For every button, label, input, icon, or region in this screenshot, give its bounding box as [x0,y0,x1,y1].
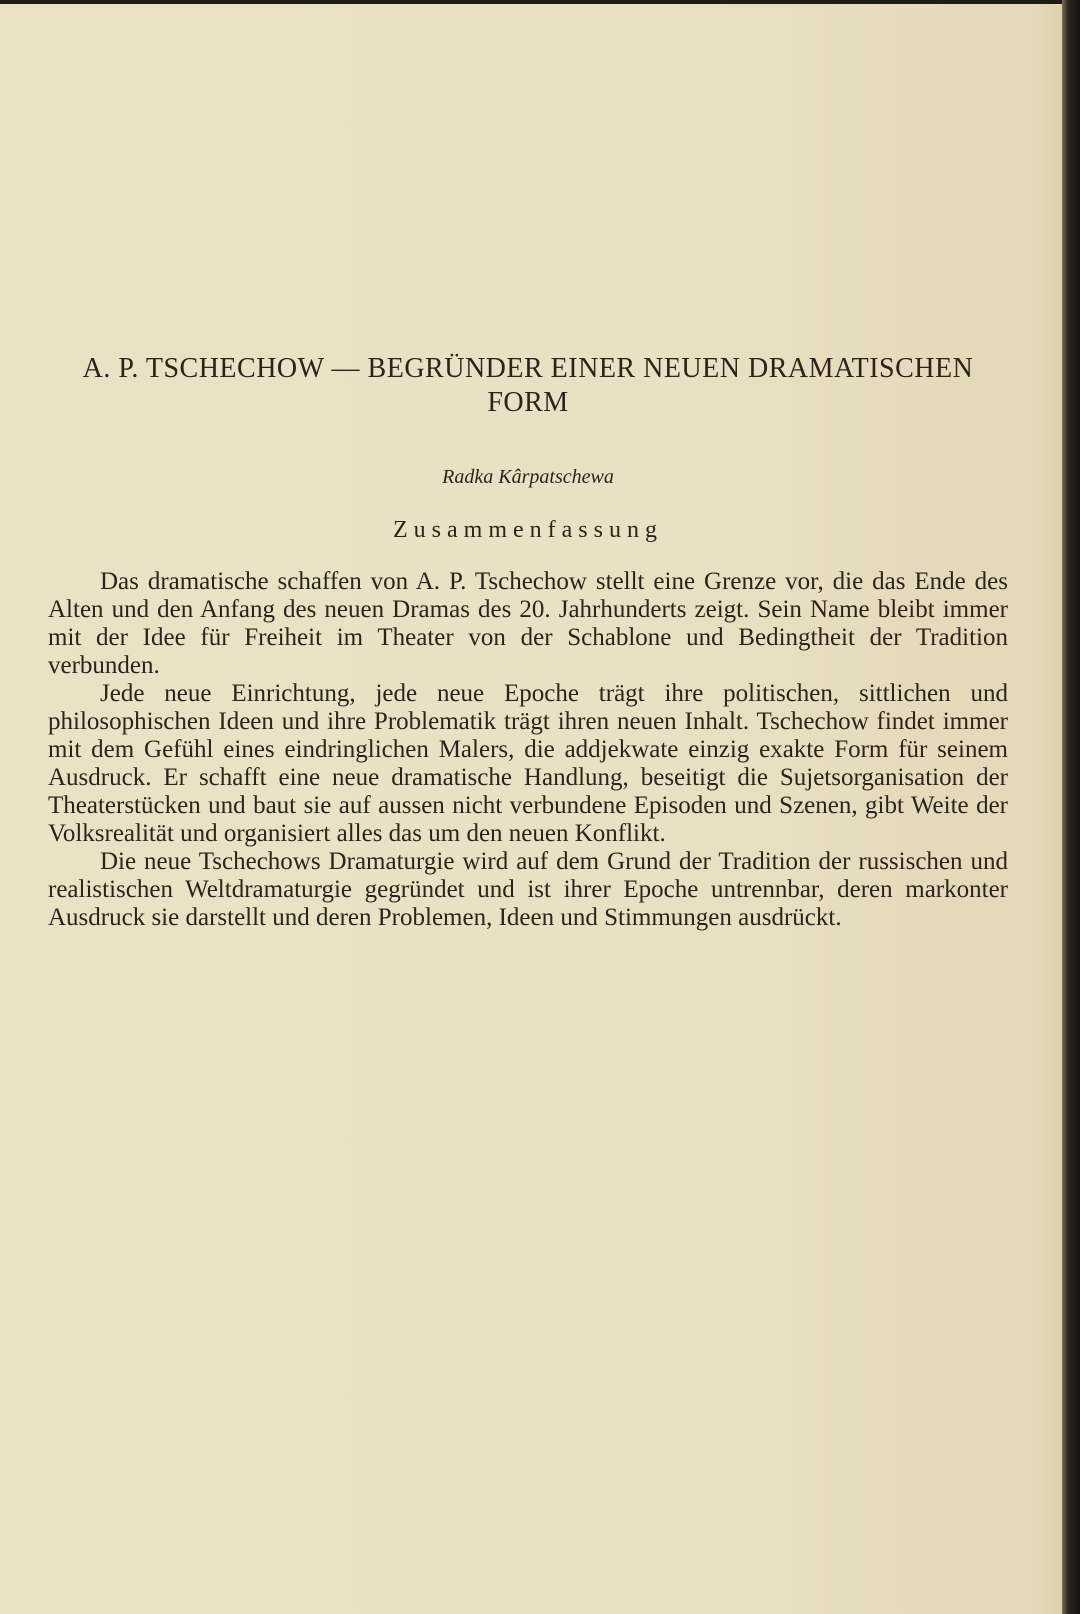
abstract-paragraph-1: Das dramatische schaffen von A. P. Tschechow stellt eine Grenze vor, die das Ende des Alten und den Anfang des neuen Dramas des 20. Jahrhunderts zeigt. Sein Name bleibt immer mit der Idee für Freiheit im Theater von der Schablone und Bedingtheit der Tradition verbunden. [48,568,1008,679]
book-spine-edge [1062,0,1080,1614]
article-title-line-2: FORM [487,387,569,418]
section-heading: Zusammenfassung [393,517,663,543]
article-content [48,352,1008,932]
abstract-paragraph-2: Jede neue Einrichtung, jede neue Epoche trägt ihre politischen, sittlichen und philosophischen Ideen und ihre Problematik trägt ihren neuen Inhalt. Tschechow findet immer mit dem Gefühl eines eindringlichen Malers, die addjekwate einzig exakte Form für seinem Ausdruck. Er schafft eine neue dramatische Handlung, beseitigt die Sujetsorganisation der Theaterstücken und baut sie auf aussen nicht verbundene Episoden und Szenen, gibt Weite der Volksrealität und organisiert alles das um den neuen Konflikt. [48,680,1008,847]
article-title [48,352,1008,420]
article-author: Radka Kârpatschewa [442,466,614,488]
article-title-line-1: A. P. TSCHECHOW — BEGRÜNDER EINER NEUEN DRAMATISCHEN [82,353,974,384]
abstract-body [48,568,1008,932]
abstract-paragraph-3: Die neue Tschechows Dramaturgie wird auf dem Grund der Tradition der russischen und realistischen Weltdramaturgie gegründet und ist ihrer Epoche untrennbar, deren markonter Ausdruck sie darstellt und deren Problemen, Ideen und Stimmungen ausdrückt. [48,848,1008,931]
page-top-edge [0,0,1080,4]
